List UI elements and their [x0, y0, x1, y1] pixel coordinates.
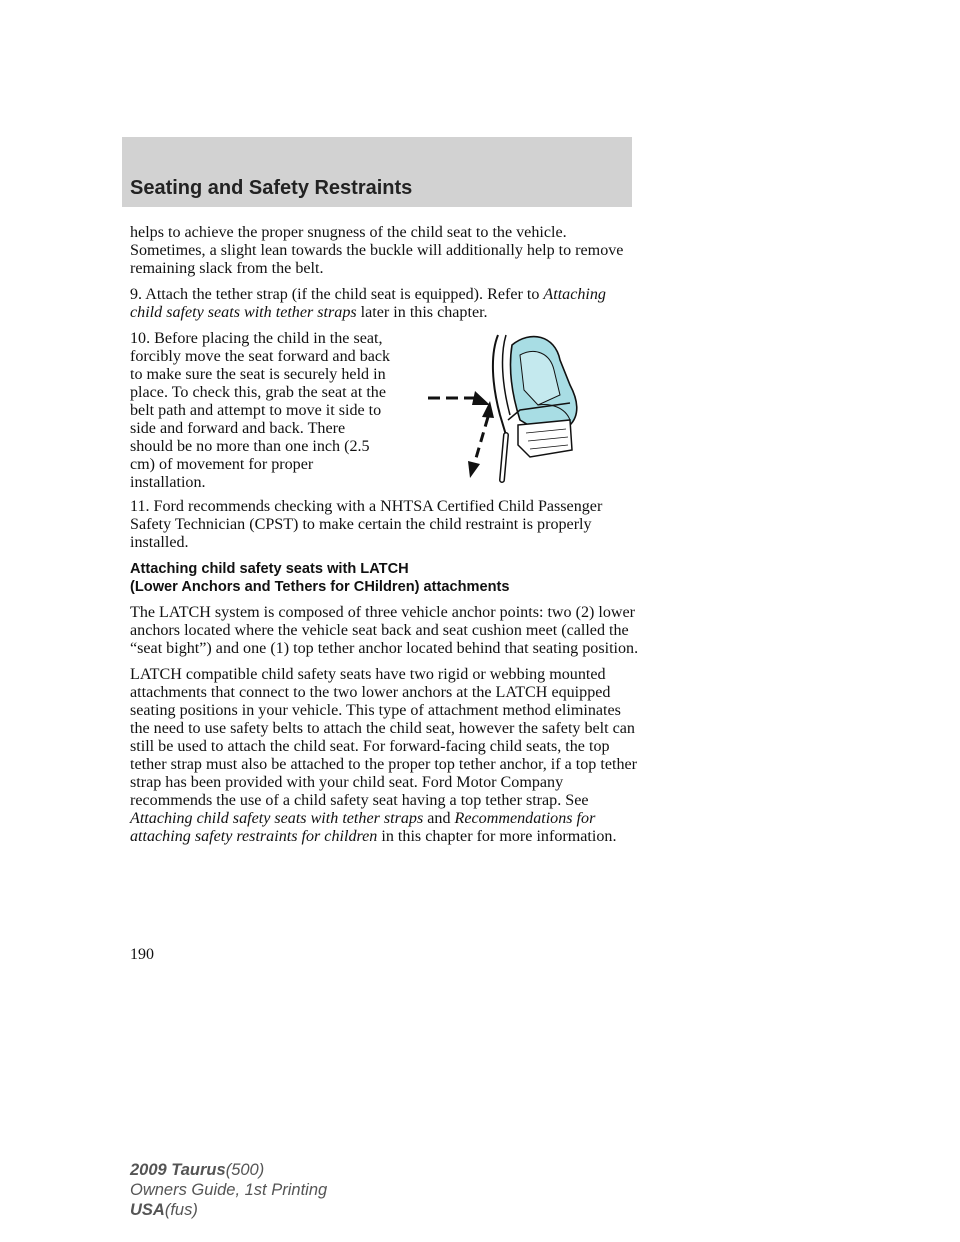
tether-reference: Attaching child safety seats with tether straps	[130, 810, 424, 827]
latch-heading-line-1: Attaching child safety seats with LATCH	[130, 561, 409, 577]
latch-compatible-text: LATCH compatible child safety seats have two rigid or webbing mounted attachments that connect to the two lower anchors at the LATCH equipped seating positions in your vehicle. This type of attachment method eliminates the need to use safety belts to attach the child seat, however the safety belt can still be used to attach the child seat. For forward-facing child seats, the top tether strap must also be attached to the proper top tether anchor, if a top tether strap has been provided with your child seat. Ford Motor Company recommends the use of a child safety seat having a top tether strap. See	[130, 666, 638, 809]
step-9-text: 9. Attach the tether strap (if the child seat is equipped). Refer to	[130, 286, 544, 303]
section-header	[122, 137, 632, 207]
footer-line-1	[130, 1160, 327, 1180]
child-seat-illustration	[420, 325, 590, 490]
paragraph-step-11: 11. Ford recommends checking with a NHTSA Certified Child Passenger Safety Technician (CPST) to make certain the child restraint is properly installed.	[130, 498, 603, 551]
paragraph-latch-compatible	[130, 666, 640, 846]
paragraph-snugness: helps to achieve the proper snugness of the child seat to the vehicle. Sometimes, a slight lean towards the buckle will additionally help to remove remaining slack from the belt.	[130, 224, 624, 277]
page-number: 190	[130, 946, 154, 963]
and-text: and	[423, 810, 455, 827]
paragraph-step-10: 10. Before placing the child in the seat, forcibly move the seat forward and back to make sure the seat is securely held in place. To check this, grab the seat at the belt path and attempt to move it side to side and forward and back. There should be no more than one inch (2.5 cm) of movement for proper installation.	[130, 330, 391, 491]
recommendations-reference: Recommendations for attaching safety restraints for children	[130, 810, 596, 845]
latch-heading	[130, 560, 640, 596]
latch-compatible-end: in this chapter for more information.	[377, 828, 617, 845]
footer-line-2: Owners Guide, 1st Printing	[130, 1181, 328, 1199]
latch-heading-line-2: (Lower Anchors and Tethers for CHildren) attachments	[130, 579, 510, 595]
footer-model: 2009 Taurus	[130, 1161, 226, 1179]
paragraph-step-9	[130, 286, 640, 322]
print-footer	[130, 1160, 327, 1220]
footer-market: USA	[130, 1201, 165, 1219]
step-9-text-end: later in this chapter.	[356, 304, 488, 321]
body-text	[130, 224, 640, 854]
footer-market-code: (fus)	[164, 1201, 198, 1219]
section-title: Seating and Safety Restraints	[130, 177, 413, 199]
footer-line-3	[130, 1200, 327, 1220]
step-10-block	[130, 330, 640, 490]
paragraph-latch-system: The LATCH system is composed of three vehicle anchor points: two (2) lower anchors located where the vehicle seat back and seat cushion meet (called the “seat bight”) and one (1) top tether anchor located behind that seating position.	[130, 604, 639, 657]
step-9-reference: Attaching child safety seats with tether straps	[130, 286, 606, 321]
footer-model-code: (500)	[225, 1161, 265, 1179]
